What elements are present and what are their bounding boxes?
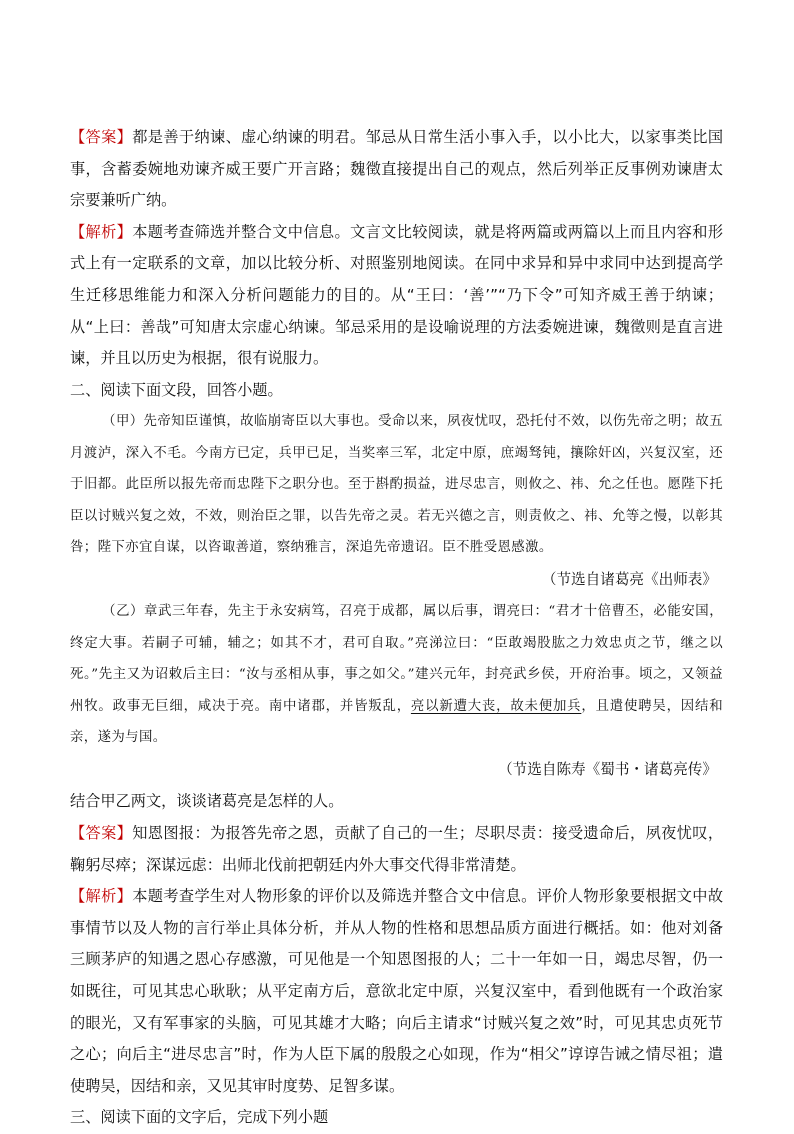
source-jia: （节选自诸葛亮《出师表》 <box>541 571 717 589</box>
passage-yi-after: ，且遣使聘吴，因结和亲，遂为与国。 <box>70 698 723 745</box>
question-text: 结合甲乙两文，谈谈诸葛亮是怎样的人。 <box>70 792 344 811</box>
analysis-paragraph-2 <box>70 881 723 1102</box>
section-heading-2: 二、阅读下面文段，回答小题。 <box>70 380 283 399</box>
answer-text: 知恩图报：为报答先帝之恩，贡献了自己的一生；尽职尽责：接受遗命后，夙夜忧叹，鞠躬尽瘁；深谋远虑：出师北伐前把朝廷内外大事交代得非常清楚。 <box>70 824 724 874</box>
analysis-paragraph-1 <box>70 217 723 375</box>
passage-yi-before: （乙）章武三年春，先主于永安病笃，召亮于成都，属以后事，谓亮曰：“君才十倍曹丕，必能安国，终定大事。若嗣子可辅，辅之；如其不才，君可自取。”亮涕泣曰：“臣敢竭股肱之力效忠贞之节，继之以死。”先主又为诏敕后主曰：“汝与丞相从事，事之如父。”建兴元年，封亮武乡侯，开府治事。顷之，又领益州牧。政事无巨细，咸决于亮。南中诸郡，并皆叛乱， <box>70 604 723 714</box>
answer-text: 都是善于纳谏、虚心纳谏的明君。邹忌从日常生活小事入手，以小比大，以家事类比国事，含蓄委婉地劝谏齐威王要广开言路；魏徵直接提出自己的观点，然后列举正反事例劝谏唐太宗要兼听广纳。 <box>70 128 724 210</box>
source-yi: （节选自陈寿《蜀书・诸葛亮传》 <box>498 761 717 779</box>
analysis-text: 本题考查学生对人物形象的评价以及筛选并整合文中信息。评价人物形象要根据文中故事情节以及人物的言行举止具体分析，并从人物的性格和思想品质方面进行概括。如：他对刘备三顾茅庐的知遇之恩心存感激，可见他是一个知恩图报的人；二十一年如一日，竭忠尽智，仍一如既往，可见其忠心耿耿；从平定南方后，意欲北定中原，兴复汉室中，看到他既有一个政治家的眼光，又有军事家的头脑，可见其雄才大略；向后主请求“讨贼兴复之效”时，可见其忠贞死节之心；向后主“进尽忠言”时，作为人臣下属的殷殷之心如现，作为“相父”谆谆告诫之情尽祖；遣使聘吴，因结和亲，又见其审时度势、足智多谋。 <box>70 887 724 1095</box>
answer-paragraph-1 <box>70 122 723 217</box>
analysis-text: 本题考查筛选并整合文中信息。文言文比较阅读，就是将两篇或两篇以上而且内容和形式上有一定联系的文章，加以比较分析、对照鉴别地阅读。在同中求异和异中求同中达到提高学生迁移思维能力和深入分析问题能力的目的。从“王曰：‘善’”“乃下令”可知齐威王善于纳谏；从“上曰：善哉”可知唐太宗虚心纳谏。邹忌采用的是设喻说理的方法委婉进谏，魏徵则是直言进谏，并且以历史为根据，很有说服力。 <box>70 222 724 368</box>
section-heading-3: 三、阅读下面的文字后，完成下列小题 <box>70 1108 329 1127</box>
answer-paragraph-2 <box>70 818 723 881</box>
answer-tag: 【答案】 <box>70 128 133 146</box>
analysis-tag: 【解析】 <box>70 222 133 241</box>
analysis-tag: 【解析】 <box>70 887 133 906</box>
passage-jia: （甲）先帝知臣谨慎，故临崩寄臣以大事也。受命以来，夙夜忧叹，恐托付不效，以伤先帝之明；故五月渡泸，深入不毛。今南方已定，兵甲已足，当奖率三军，北定中原，庶竭驽钝，攘除奸凶，兴复汉室，还于旧都。此臣所以报先帝而忠陛下之职分也。至于斟酌损益，进尽忠言，则攸之、祎、允之任也。愿陛下托臣以讨贼兴复之效，不效，则治臣之罪，以告先帝之灵。若无兴德之言，则责攸之、祎、允等之慢，以彰其咎；陛下亦宜自谋，以咨诹善道，察纳雅言，深追先帝遗诏。臣不胜受恩感激。 <box>70 414 723 555</box>
passage-yi <box>70 596 723 753</box>
passage-yi-underlined: 亮以新遭大丧，故未便加兵 <box>410 698 582 714</box>
document-page <box>70 122 723 1134</box>
answer-tag: 【答案】 <box>70 824 133 842</box>
